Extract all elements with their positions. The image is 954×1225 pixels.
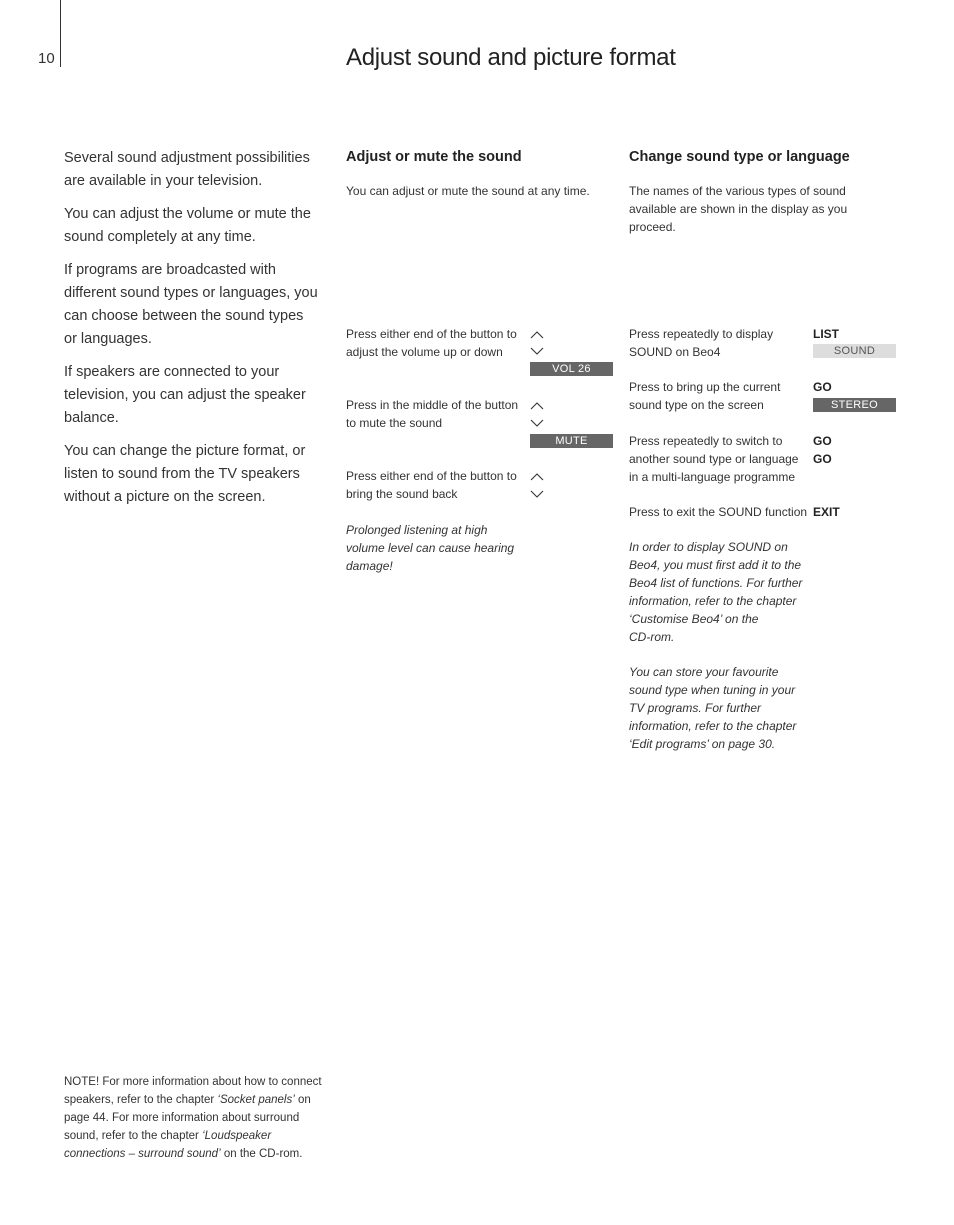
note-line: sound type when tuning in your — [629, 683, 796, 697]
step-line: Press repeatedly to switch to — [629, 434, 783, 448]
change-subtitle: The names of the various types of sound available are shown in the display as you proceed. — [629, 184, 848, 234]
note-line: information, refer to the chapter — [629, 719, 797, 733]
beo4-key-go — [813, 432, 832, 468]
footnote-text: on the CD-rom. — [220, 1148, 303, 1160]
adjust-subtitle: You can adjust or mute the sound at any time. — [346, 184, 590, 198]
chevron-down-icon — [530, 489, 544, 499]
step-line: Press either end of the button to — [346, 327, 517, 341]
step-line: another sound type or language — [629, 452, 799, 466]
intro-text — [64, 147, 319, 519]
beo4-key-exit: EXIT — [813, 505, 840, 519]
key-label: GO — [813, 452, 832, 466]
chevron-up-icon — [530, 401, 544, 411]
note-line: CD-rom. — [629, 630, 675, 644]
beo4-key-go: GO — [813, 380, 832, 394]
step-line: in a multi-language programme — [629, 470, 796, 484]
intro-paragraph: If programs are broadcasted with different sound types or languages, you can choose between the sound types or languages. — [64, 262, 318, 347]
page-number: 10 — [38, 50, 55, 67]
warning-line: damage! — [346, 559, 393, 573]
intro-paragraph: You can change the picture format, or listen to sound from the TV speakers without a picture on the screen. — [64, 443, 306, 505]
step-line: SOUND on Beo4 — [629, 345, 721, 359]
change-step-3 — [629, 432, 798, 486]
intro-paragraph: Several sound adjustment possibilities are available in your television. — [64, 150, 310, 189]
adjust-heading: Adjust or mute the sound — [346, 149, 522, 165]
step-line: sound type on the screen — [629, 398, 764, 412]
step-line: to mute the sound — [346, 416, 443, 430]
chevron-up-icon — [530, 472, 544, 482]
speaker-footnote — [64, 1073, 334, 1163]
step-line: Press to exit the SOUND function — [629, 505, 808, 519]
intro-paragraph: You can adjust the volume or mute the sound completely at any time. — [64, 206, 311, 245]
note-line: information, refer to the chapter — [629, 594, 797, 608]
note-line: You can store your favourite — [629, 665, 779, 679]
footnote-reference: ‘Socket panels’ — [217, 1094, 295, 1106]
footnote-text: on page 44. For more information about surround sound, refer to the chapter — [64, 1094, 311, 1142]
margin-rule — [60, 0, 61, 67]
note-line: ‘Customise Beo4’ on the — [629, 612, 759, 626]
step-line: Press to bring up the current — [629, 380, 781, 394]
change-step-4 — [629, 503, 807, 521]
note-line: Beo4, you must first add it to the — [629, 558, 802, 572]
chevron-down-icon — [530, 346, 544, 356]
step-line: adjust the volume up or down — [346, 345, 503, 359]
note-line: TV programs. For further — [629, 701, 762, 715]
chevron-down-icon — [530, 418, 544, 428]
change-step-2 — [629, 378, 780, 414]
change-heading: Change sound type or language — [629, 149, 850, 165]
beo4-key-list: LIST — [813, 327, 839, 341]
key-label: GO — [813, 434, 832, 448]
note-line: In order to display SOUND on — [629, 540, 788, 554]
page-title: Adjust sound and picture format — [346, 44, 676, 71]
step-line: Press repeatedly to display — [629, 327, 774, 341]
beo4-note — [629, 538, 802, 646]
warning-line: Prolonged listening at high — [346, 523, 488, 537]
note-line: Beo4 list of functions. For further — [629, 576, 803, 590]
hearing-warning — [346, 521, 514, 575]
change-step-1 — [629, 325, 773, 361]
footnote-text: NOTE! For more information about how to connect speakers, refer to the chapter — [64, 1076, 322, 1106]
note-line: ‘Edit programs’ on page 30. — [629, 737, 776, 751]
beo4-display-sound: SOUND — [813, 344, 896, 358]
step-line: Press in the middle of the button — [346, 398, 519, 412]
intro-paragraph: If speakers are connected to your television, you can adjust the speaker balance. — [64, 364, 306, 426]
adjust-step-1 — [346, 325, 517, 361]
footnote-reference: ‘Loudspeaker connections – surround sound’ — [64, 1130, 272, 1160]
tv-display-mute: MUTE — [530, 434, 613, 448]
step-line: Press either end of the button to — [346, 469, 517, 483]
tv-display-vol: VOL 26 — [530, 362, 613, 376]
favourite-sound-note — [629, 663, 796, 753]
adjust-step-2 — [346, 396, 518, 432]
tv-display-stereo: STEREO — [813, 398, 896, 412]
step-line: bring the sound back — [346, 487, 458, 501]
chevron-up-icon — [530, 330, 544, 340]
adjust-step-3 — [346, 467, 517, 503]
warning-line: volume level can cause hearing — [346, 541, 515, 555]
